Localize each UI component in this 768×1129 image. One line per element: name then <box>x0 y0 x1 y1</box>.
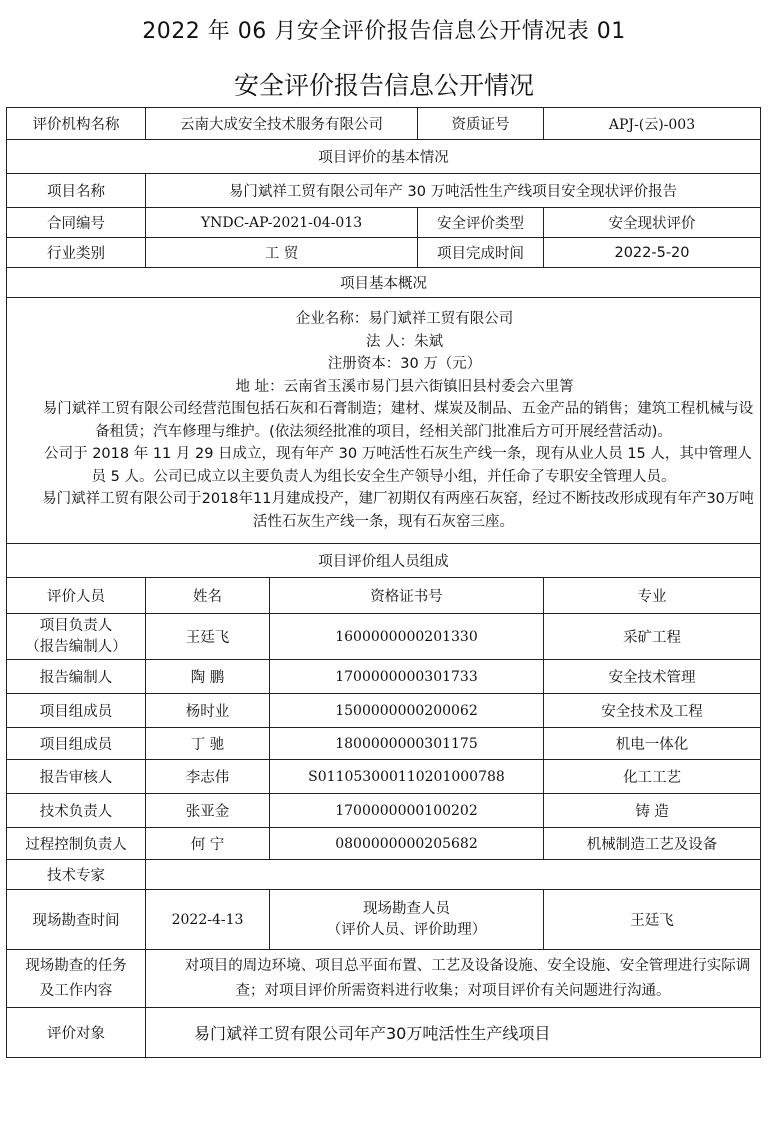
team-role <box>7 614 146 660</box>
team-name: 王廷飞 <box>146 614 270 660</box>
team-role: 技术负责人 <box>7 794 146 828</box>
cert-label: 资质证号 <box>418 108 544 140</box>
task-label-line-2: 及工作内容 <box>39 982 113 999</box>
basic-section-header: 项目评价的基本情况 <box>7 140 761 174</box>
org-value: 云南大成安全技术服务有限公司 <box>146 108 418 140</box>
company-line: 企业名称：易门斌祥工贸有限公司 <box>295 311 514 327</box>
overview-body <box>7 298 761 544</box>
col-major-header: 专业 <box>544 578 761 614</box>
page-title: 2022 年 06 月安全评价报告信息公开情况表 01 <box>142 19 626 44</box>
team-role: 项目组成员 <box>7 694 146 728</box>
team-major: 铸 造 <box>544 794 761 828</box>
task-value: 对项目的周边环境、项目总平面布置、工艺及设备设施、安全设施、安全管理进行实际调查；对项目评价所需资料进行收集；对项目评价有关问题进行沟通。 <box>146 950 761 1008</box>
team-major: 安全技术管理 <box>544 660 761 694</box>
team-cert: 0800000000205682 <box>270 828 544 860</box>
team-row <box>7 794 761 828</box>
team-name: 张亚金 <box>146 794 270 828</box>
survey-time-label: 现场勘查时间 <box>7 890 146 950</box>
info-table <box>6 107 761 1058</box>
team-role-line-1: 项目负责人 <box>39 617 113 634</box>
overview-section-header: 项目基本概况 <box>7 268 761 298</box>
legal-line: 法 人：朱斌 <box>365 333 444 350</box>
overview-para-3: 易门斌祥工贸有限公司于2018年11月建成投产，建厂初期仅有两座石灰窑，经过不断技改形成现有年产30万吨活性石灰生产线一条，现有石灰窑三座。 <box>42 491 754 530</box>
team-name: 杨时业 <box>146 694 270 728</box>
team-name: 陶 鹏 <box>146 660 270 694</box>
team-name: 何 宁 <box>146 828 270 860</box>
cert-value: APJ-(云)-003 <box>544 108 761 140</box>
task-row <box>7 950 761 1008</box>
team-row <box>7 614 761 660</box>
team-role: 报告审核人 <box>7 760 146 794</box>
survey-time-value: 2022-4-13 <box>146 890 270 950</box>
team-role: 过程控制负责人 <box>7 828 146 860</box>
team-name: 丁 驰 <box>146 728 270 760</box>
type-label: 安全评价类型 <box>418 208 544 238</box>
org-label: 评价机构名称 <box>7 108 146 140</box>
team-row <box>7 694 761 728</box>
team-role-line-2: （报告编制人） <box>25 638 127 655</box>
survey-people-label-line-2: （评价人员、评价助理） <box>326 921 487 938</box>
contract-label: 合同编号 <box>7 208 146 238</box>
team-role: 报告编制人 <box>7 660 146 694</box>
org-row <box>7 108 761 140</box>
team-row <box>7 660 761 694</box>
task-label <box>7 950 146 1008</box>
overview-para-2: 公司于 2018 年 11 月 29 日成立，现有年产 30 万吨活性石灰生产线一条，现有从业人员 15 人，其中管理人员 5 人。公司已成立以主要负责人为组长安全生产领导小组，并任命了专职安全管理人员。 <box>44 446 752 485</box>
team-row <box>7 728 761 760</box>
survey-people-value: 王廷飞 <box>544 890 761 950</box>
team-role: 项目组成员 <box>7 728 146 760</box>
col-cert-header: 资格证书号 <box>270 578 544 614</box>
team-name: 李志伟 <box>146 760 270 794</box>
team-cert: 1700000000301733 <box>270 660 544 694</box>
survey-people-label-line-1: 现场勘查人员 <box>363 900 450 917</box>
target-row <box>7 1008 761 1058</box>
contract-value: YNDC-AP-2021-04-013 <box>146 208 418 238</box>
expert-value <box>146 860 761 890</box>
target-value: 易门斌祥工贸有限公司年产30万吨活性生产线项目 <box>146 1008 761 1058</box>
finish-value: 2022-5-20 <box>544 238 761 268</box>
team-row <box>7 828 761 860</box>
project-name-value: 易门斌祥工贸有限公司年产 30 万吨活性生产线项目安全现状评价报告 <box>146 174 761 208</box>
col-name-header: 姓名 <box>146 578 270 614</box>
team-major: 安全技术及工程 <box>544 694 761 728</box>
team-major: 机电一体化 <box>544 728 761 760</box>
overview-para-1: 易门斌祥工贸有限公司经营范围包括石灰和石膏制造；建材、煤炭及制品、五金产品的销售；建筑工程机械与设备租赁；汽车修理与维护。(依法须经批准的项目，经相关部门批准后方可开展经营活动)。 <box>42 401 754 440</box>
industry-value: 工 贸 <box>146 238 418 268</box>
survey-people-label <box>270 890 544 950</box>
type-value: 安全现状评价 <box>544 208 761 238</box>
sub-title: 安全评价报告信息公开情况 <box>233 71 534 100</box>
industry-label: 行业类别 <box>7 238 146 268</box>
survey-row <box>7 890 761 950</box>
task-label-line-1: 现场勘查的任务 <box>25 957 127 974</box>
team-major: 化工工艺 <box>544 760 761 794</box>
target-label: 评价对象 <box>7 1008 146 1058</box>
team-cert: 1600000000201330 <box>270 614 544 660</box>
project-name-label: 项目名称 <box>7 174 146 208</box>
team-cert: S011053000110201000788 <box>270 760 544 794</box>
team-cert: 1700000000100202 <box>270 794 544 828</box>
finish-label: 项目完成时间 <box>418 238 544 268</box>
team-cert: 1500000000200062 <box>270 694 544 728</box>
team-major: 机械制造工艺及设备 <box>544 828 761 860</box>
team-cert: 1800000000301175 <box>270 728 544 760</box>
team-header-row <box>7 578 761 614</box>
team-section-header: 项目评价组人员组成 <box>7 544 761 578</box>
team-row <box>7 760 761 794</box>
address-line: 地 址：云南省玉溪市易门县六街镇旧县村委会六里箐 <box>235 378 574 395</box>
col-role-header: 评价人员 <box>7 578 146 614</box>
capital-line: 注册资本：30 万（元） <box>327 356 482 372</box>
team-major: 采矿工程 <box>544 614 761 660</box>
expert-label: 技术专家 <box>7 860 146 890</box>
